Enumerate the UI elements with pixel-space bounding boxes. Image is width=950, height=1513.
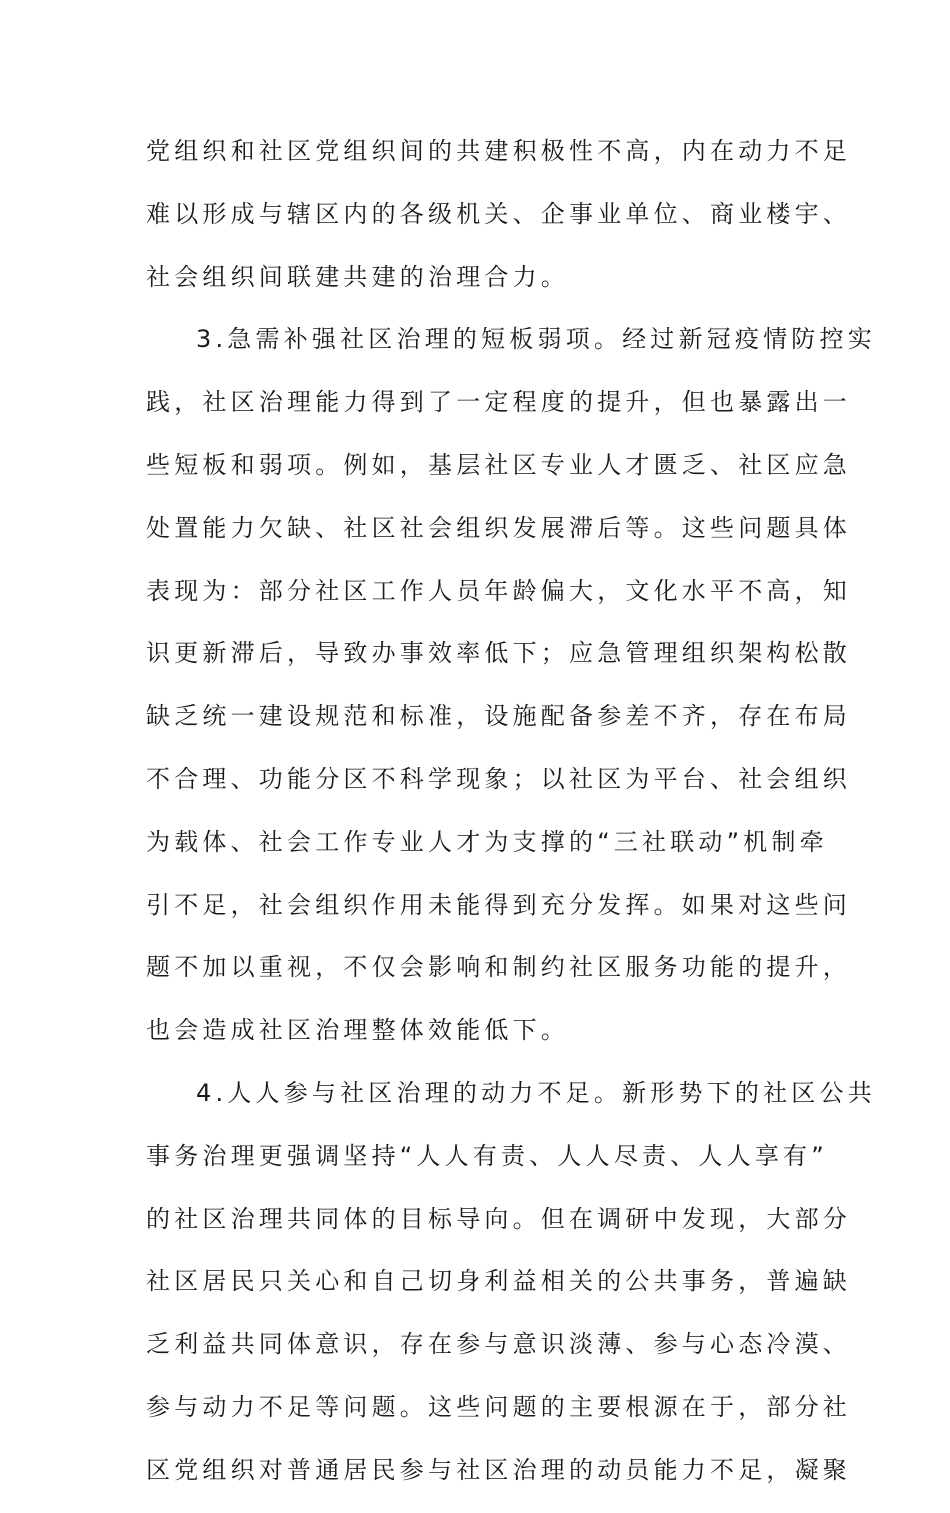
text-line: 践，社区治理能力得到了一定程度的提升，但也暴露出一: [146, 388, 851, 417]
text-line: 区党组织对普通居民参与社区治理的动员能力不足，凝聚: [146, 1455, 851, 1484]
text-line: 缺乏统一建设规范和标准，设施配备参差不齐，存在布局: [146, 702, 851, 731]
text-line: 处置能力欠缺、社区社会组织发展滞后等。这些问题具体: [146, 513, 851, 542]
paragraph-heading-line: 4.人人参与社区治理的动力不足。新形势下的社区公共: [196, 1078, 876, 1107]
text-line: 些短板和弱项。例如，基层社区专业人才匮乏、社区应急: [146, 450, 851, 479]
text-line: 难以形成与辖区内的各级机关、企事业单位、商业楼宇、: [146, 199, 851, 228]
body-text: [146, 131, 876, 1513]
text-line: 识更新滞后，导致办事效率低下；应急管理组织架构松散: [146, 639, 851, 668]
paragraph-heading-line: 3.急需补强社区治理的短板弱项。经过新冠疫情防控实: [196, 325, 876, 354]
text-line: 社区居民只关心和自己切身利益相关的公共事务，普遍缺: [146, 1267, 851, 1296]
text-line: 参与动力不足等问题。这些问题的主要根源在于，部分社: [146, 1392, 851, 1421]
text-line: 不合理、功能分区不科学现象；以社区为平台、社会组织: [146, 764, 851, 793]
text-line: 引不足，社会组织作用未能得到充分发挥。如果对这些问: [146, 890, 851, 919]
text-line: 为载体、社会工作专业人才为支撑的“三社联动”机制牵: [146, 827, 828, 856]
text-line: 事务治理更强调坚持“人人有责、人人尽责、人人享有”: [146, 1141, 828, 1170]
text-line: 的社区治理共同体的目标导向。但在调研中发现，大部分: [146, 1204, 851, 1233]
text-line: 表现为：部分社区工作人员年龄偏大，文化水平不高，知: [146, 576, 851, 605]
text-line: 也会造成社区治理整体效能低下。: [146, 1016, 569, 1045]
text-line: 题不加以重视，不仅会影响和制约社区服务功能的提升，: [146, 953, 851, 982]
text-line: 党组织和社区党组织间的共建积极性不高，内在动力不足: [146, 137, 851, 165]
text-line: 乏利益共同体意识，存在参与意识淡薄、参与心态冷漠、: [146, 1330, 851, 1359]
text-line: 社会组织间联建共建的治理合力。: [146, 262, 569, 291]
